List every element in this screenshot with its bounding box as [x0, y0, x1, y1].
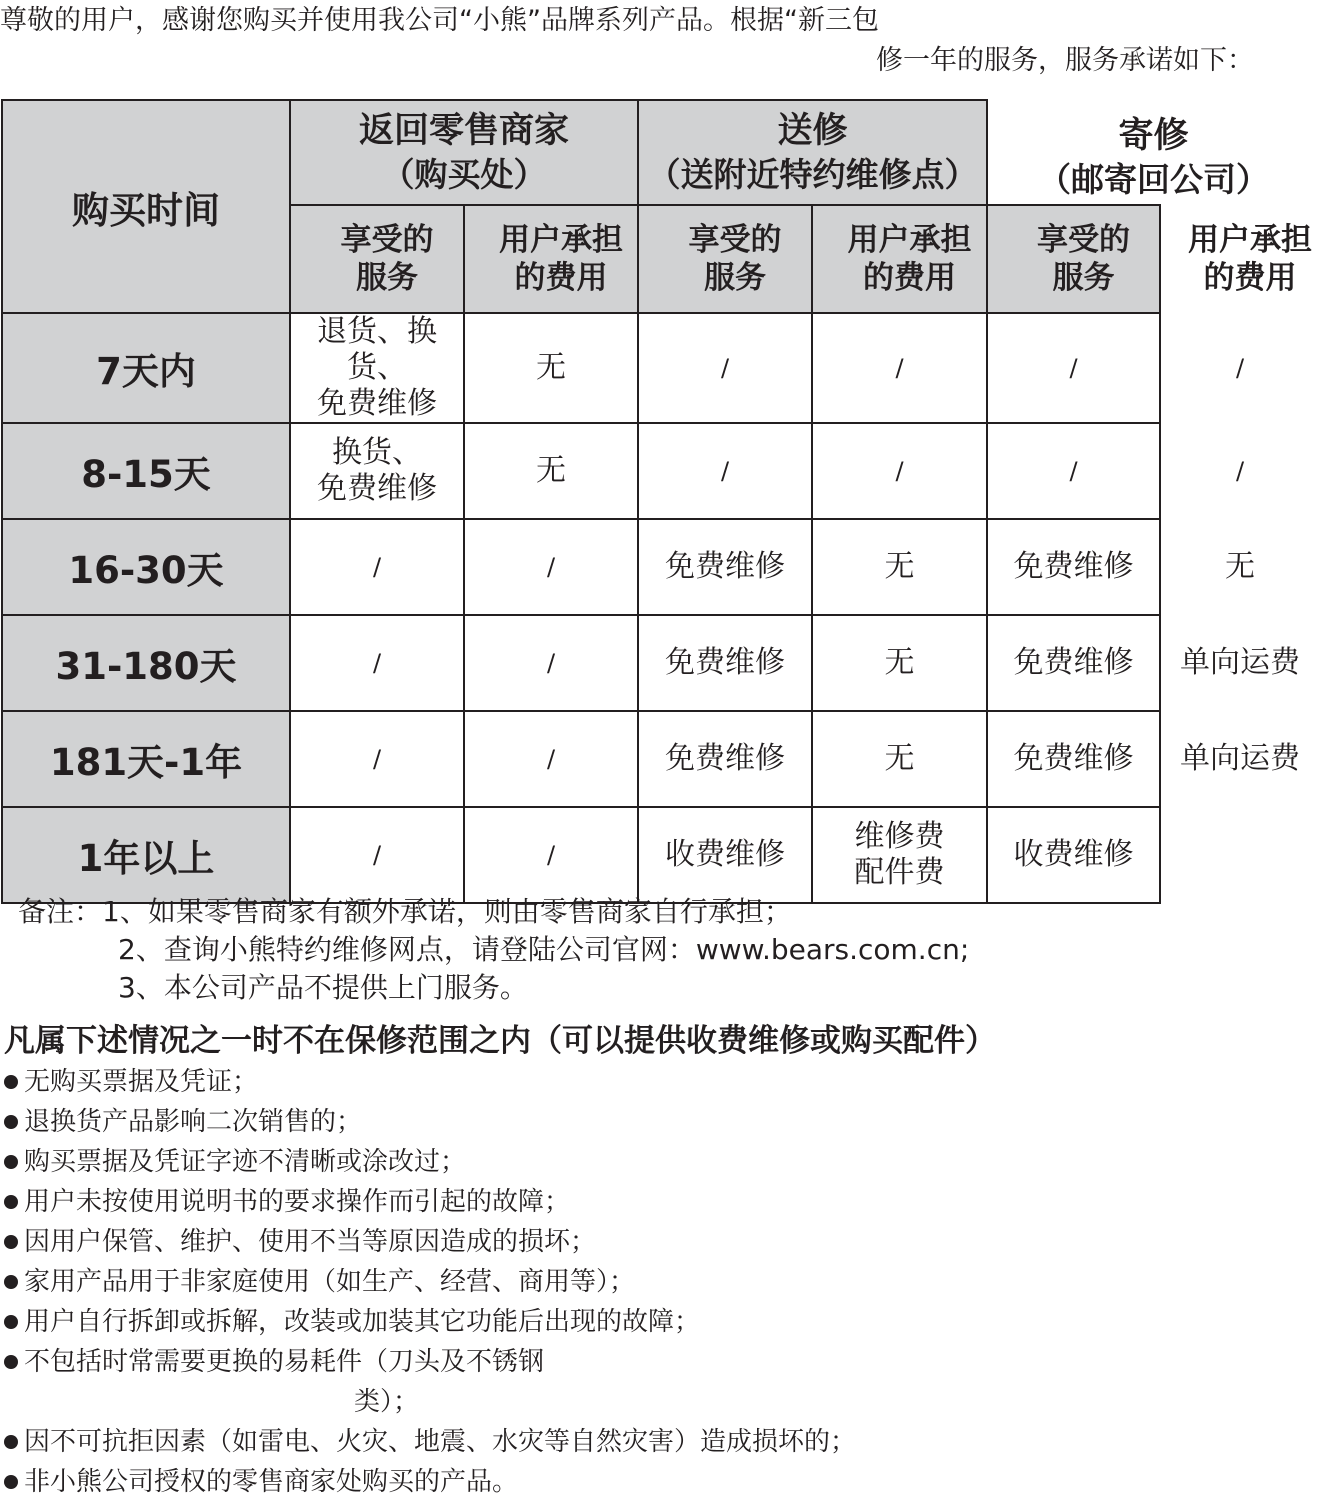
cell-retailer-service: / [290, 711, 464, 807]
header-mail-in-title: 寄修 [1118, 116, 1189, 156]
row-time: 181天-1年 [2, 711, 290, 807]
cell-repair-service: 收费维修 [638, 807, 812, 903]
cell-mail-cost-empty [1160, 807, 1319, 903]
cell-retailer-cost: / [464, 519, 638, 615]
row-time: 7天内 [2, 313, 290, 423]
header-retailer-subtitle: （购买处） [381, 154, 547, 194]
bullet-icon [4, 1475, 18, 1489]
row-time: 8-15天 [2, 423, 290, 519]
exclusions-title: 凡属下述情况之一时不在保修范围之内（可以提供收费维修或购买配件） [4, 1023, 996, 1059]
header-repair-shop [638, 100, 987, 205]
cell-repair-cost: 无 [812, 711, 987, 807]
list-item: 用户未按使用说明书的要求操作而引起的故障； [4, 1182, 856, 1222]
row-time: 16-30天 [2, 519, 290, 615]
subheader-service: 享受的 服务 [987, 205, 1160, 313]
header-retailer-title: 返回零售商家 [358, 110, 569, 151]
cell-mail-service: 免费维修 [987, 711, 1160, 807]
exclusions-list [4, 1062, 856, 1502]
cell-repair-cost: / [812, 423, 987, 519]
cell-retailer-cost: 无 [464, 313, 638, 423]
bullet-icon [4, 1315, 18, 1329]
subheader-cost: 用户承担 的费用 [464, 205, 638, 313]
header-repair-shop-title: 送修 [777, 110, 848, 151]
header-purchase-time: 购买时间 [2, 100, 290, 313]
cell-repair-cost: 无 [812, 615, 987, 711]
bullet-icon [4, 1195, 18, 1209]
cell-retailer-service: 退货、换货、 免费维修 [290, 313, 464, 423]
cell-mail-cost: / [1160, 423, 1319, 519]
cell-mail-cost: 无 [1160, 519, 1319, 615]
intro-line-2: 修一年的服务，服务承诺如下： [876, 45, 1254, 76]
cell-mail-service: 收费维修 [987, 807, 1160, 903]
subheader-cost: 用户承担 的费用 [1160, 205, 1319, 313]
row-time: 31-180天 [2, 615, 290, 711]
list-item: 家用产品用于非家庭使用（如生产、经营、商用等）； [4, 1262, 856, 1302]
cell-mail-cost: 单向运费 [1160, 615, 1319, 711]
table-row [2, 519, 1319, 615]
notes [18, 893, 969, 1007]
list-item: 非小熊公司授权的零售商家处购买的产品。 [4, 1462, 856, 1502]
note-line-3: 3、本公司产品不提供上门服务。 [118, 971, 528, 1004]
subheader-service: 享受的 服务 [638, 205, 812, 313]
cell-mail-service: 免费维修 [987, 519, 1160, 615]
list-item: 不包括时常需要更换的易耗件（刀头及不锈钢 [4, 1342, 856, 1382]
table-row [2, 615, 1319, 711]
row-time: 1年以上 [2, 807, 290, 903]
cell-retailer-cost: / [464, 807, 638, 903]
subheader-cost: 用户承担 的费用 [812, 205, 987, 313]
cell-mail-cost: / [1160, 313, 1319, 423]
bullet-icon [4, 1275, 18, 1289]
cell-repair-cost: 无 [812, 519, 987, 615]
cell-retailer-cost: 无 [464, 423, 638, 519]
list-item: 无购买票据及凭证； [4, 1062, 856, 1102]
note-line-1: 备注：1、如果零售商家有额外承诺，则由零售商家自行承担； [18, 895, 792, 928]
cell-repair-service: 免费维修 [638, 519, 812, 615]
list-item: 退换货产品影响二次销售的； [4, 1102, 856, 1142]
cell-repair-service: 免费维修 [638, 711, 812, 807]
cell-retailer-service: / [290, 807, 464, 903]
table-row [2, 313, 1319, 423]
subheader-service: 享受的 服务 [290, 205, 464, 313]
bullet-icon [4, 1355, 18, 1369]
cell-mail-service: 免费维修 [987, 615, 1160, 711]
bullet-icon [4, 1115, 18, 1129]
list-item: 因用户保管、维护、使用不当等原因造成的损坏； [4, 1222, 856, 1262]
note-line-2: 2、查询小熊特约维修网点，请登陆公司官网：www.bears.com.cn; [118, 933, 970, 966]
list-item: 用户自行拆卸或拆解，改装或加装其它功能后出现的故障； [4, 1302, 856, 1342]
warranty-table [1, 99, 1319, 904]
list-item: 购买票据及凭证字迹不清晰或涂改过； [4, 1142, 856, 1182]
header-mail-in-subtitle: （邮寄回公司） [1038, 160, 1269, 199]
header-retailer [290, 100, 638, 205]
cell-retailer-cost: / [464, 615, 638, 711]
cell-retailer-service: / [290, 519, 464, 615]
cell-repair-cost: 维修费 配件费 [812, 807, 987, 903]
cell-mail-cost: 单向运费 [1160, 711, 1319, 807]
header-mail-in [987, 100, 1319, 205]
table-row [2, 423, 1319, 519]
bullet-icon [4, 1075, 18, 1089]
cell-mail-service: / [987, 423, 1160, 519]
list-item-continuation: 类）； [354, 1387, 420, 1417]
cell-repair-service: / [638, 313, 812, 423]
cell-retailer-service: / [290, 615, 464, 711]
bullet-icon [4, 1235, 18, 1249]
cell-repair-service: 免费维修 [638, 615, 812, 711]
cell-mail-service: / [987, 313, 1160, 423]
cell-repair-service: / [638, 423, 812, 519]
bullet-icon [4, 1435, 18, 1449]
header-repair-shop-subtitle: （送附近特约维修点） [647, 154, 978, 194]
intro-line-1: 尊敬的用户，感谢您购买并使用我公司“小熊”品牌系列产品。根据“新三包 [0, 5, 879, 36]
cell-retailer-service: 换货、 免费维修 [290, 423, 464, 519]
cell-repair-cost: / [812, 313, 987, 423]
list-item: 因不可抗拒因素（如雷电、火灾、地震、水灾等自然灾害）造成损坏的； [4, 1422, 856, 1462]
table-row [2, 807, 1319, 903]
cell-retailer-cost: / [464, 711, 638, 807]
bullet-icon [4, 1155, 18, 1169]
table-row [2, 711, 1319, 807]
